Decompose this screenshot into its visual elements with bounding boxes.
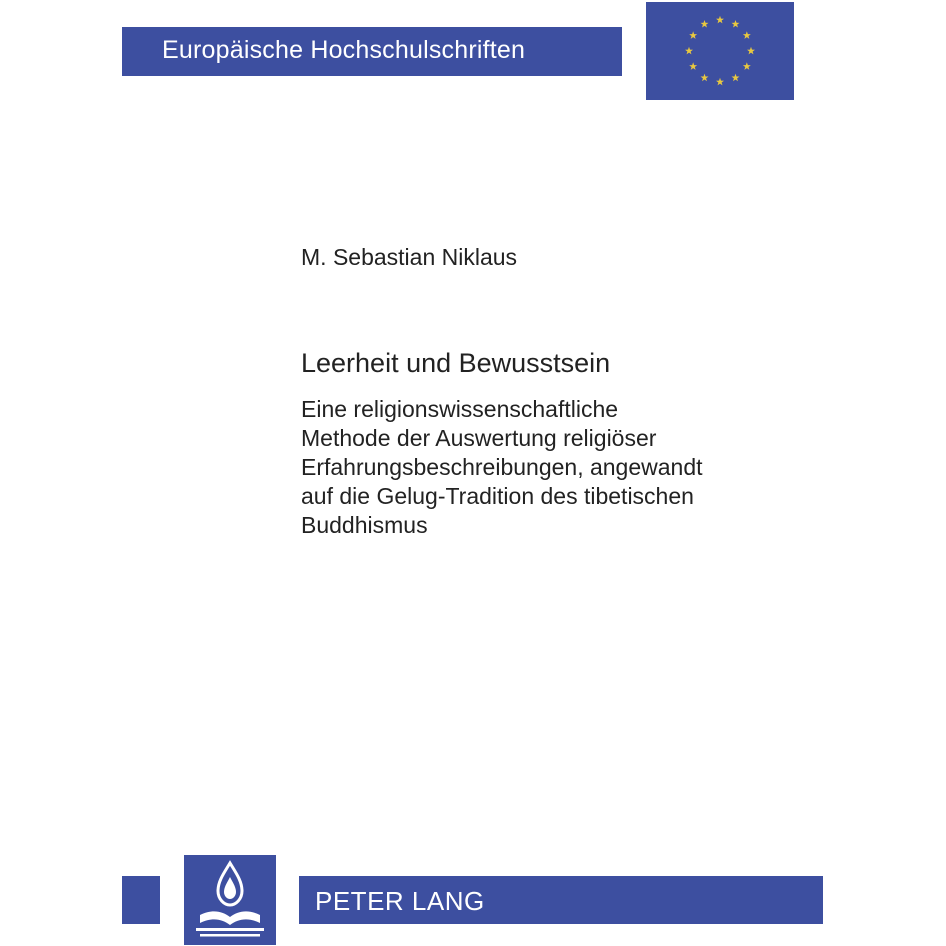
- decorative-square: [122, 876, 160, 924]
- star-icon: [743, 31, 751, 39]
- subtitle-line: Buddhismus: [301, 512, 428, 538]
- star-icon: [716, 78, 724, 86]
- peter-lang-logo-icon: [184, 855, 276, 945]
- star-icon: [743, 62, 751, 70]
- star-icon: [747, 47, 755, 55]
- star-icon: [732, 74, 740, 82]
- eu-flag-icon: [646, 2, 794, 100]
- star-icon: [716, 16, 724, 24]
- series-banner: [122, 27, 622, 76]
- star-icon: [701, 20, 709, 28]
- star-icon: [689, 31, 697, 39]
- subtitle-line: Erfahrungsbeschreibungen, angewandt: [301, 454, 703, 480]
- star-icon: [685, 47, 693, 55]
- star-icon: [689, 62, 697, 70]
- publisher-name: PETER LANG: [315, 886, 485, 916]
- subtitle-line: auf die Gelug-Tradition des tibetischen: [301, 483, 694, 509]
- subtitle-line: Eine religionswissenschaftliche: [301, 396, 619, 422]
- publisher-banner: [299, 876, 823, 924]
- star-icon: [732, 20, 740, 28]
- series-title: Europäische Hochschulschriften: [162, 36, 526, 64]
- star-icon: [701, 74, 709, 82]
- subtitle-line: Methode der Auswertung religiöser: [301, 425, 657, 451]
- author-name: M. Sebastian Niklaus: [301, 244, 518, 270]
- book-title: Leerheit und Bewusstsein: [301, 348, 611, 378]
- book-subtitle: [301, 395, 821, 540]
